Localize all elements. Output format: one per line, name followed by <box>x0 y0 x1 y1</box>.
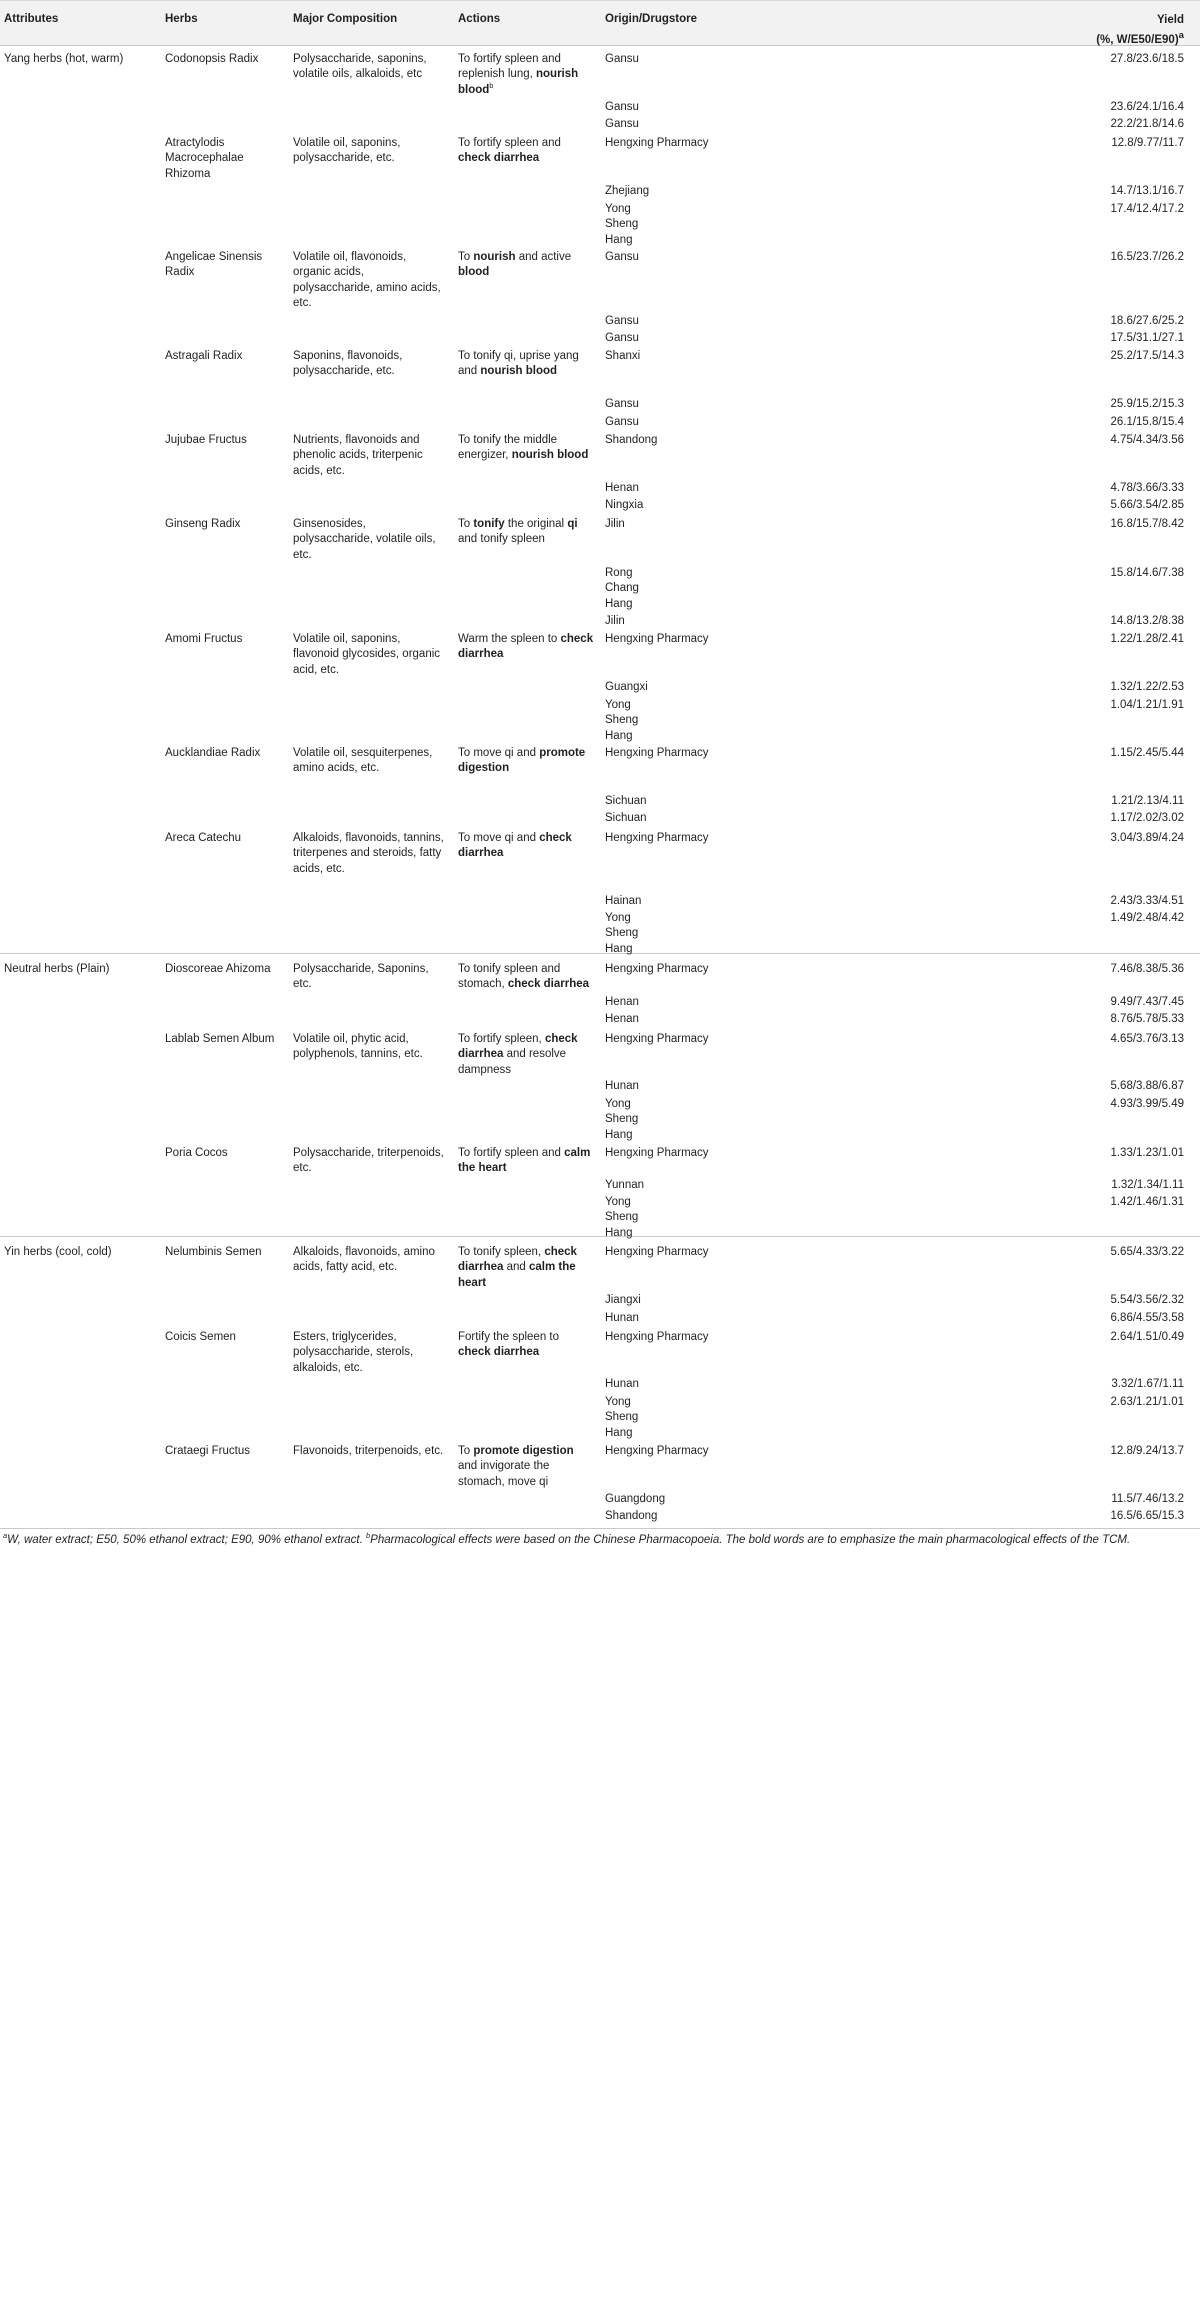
herb-composition: Volatile oil, phytic acid, polyphenols, tannins, etc. <box>293 1033 423 1061</box>
origin-cell: Hengxing Pharmacy <box>605 1246 709 1258</box>
herb-name: Poria Cocos <box>165 1147 228 1159</box>
origin-cell: Yong Sheng Hang <box>605 699 639 742</box>
yield-cell: 1.32/1.34/1.11 <box>1111 1179 1184 1191</box>
origin-cell: Hunan <box>605 1312 639 1324</box>
header-herbs: Herbs <box>165 13 198 25</box>
yield-cell: 1.42/1.46/1.31 <box>1110 1196 1184 1208</box>
origin-cell: Yong Sheng Hang <box>605 1098 639 1141</box>
yield-cell: 6.86/4.55/3.58 <box>1110 1312 1184 1324</box>
origin-cell: Yong Sheng Hang <box>605 203 639 246</box>
yield-cell: 16.5/23.7/26.2 <box>1110 251 1184 263</box>
herb-name: Areca Catechu <box>165 832 242 844</box>
origin-cell: Guangxi <box>605 681 648 693</box>
herb-composition: Esters, triglycerides, polysaccharide, sterols, alkaloids, etc. <box>293 1331 414 1374</box>
herb-composition: Volatile oil, saponins, flavonoid glycosides, organic acid, etc. <box>293 633 441 676</box>
yield-cell: 17.4/12.4/17.2 <box>1110 203 1184 215</box>
yield-cell: 7.46/8.38/5.36 <box>1110 963 1184 975</box>
origin-cell: Shandong <box>605 1510 658 1522</box>
origin-cell: Yunnan <box>605 1179 645 1191</box>
yield-cell: 5.66/3.54/2.85 <box>1110 499 1184 511</box>
herb-actions: Warm the spleen to check diarrhea <box>458 633 594 661</box>
yield-cell: 3.04/3.89/4.24 <box>1110 832 1184 844</box>
origin-cell: Gansu <box>605 118 639 130</box>
herb-composition: Nutrients, flavonoids and phenolic acids, triterpenic acids, etc. <box>293 434 423 477</box>
herb-actions: To fortify spleen and replenish lung, nourish blood$^b$ <box>458 53 579 96</box>
header-origin: Origin/Drugstore <box>605 13 698 25</box>
yield-cell: 5.68/3.88/6.87 <box>1110 1080 1184 1092</box>
herb-composition: Volatile oil, flavonoids, organic acids, polysaccharide, amino acids, etc. <box>293 251 441 310</box>
origin-cell: Sichuan <box>605 795 647 807</box>
herb-actions: To fortify spleen and check diarrhea <box>458 137 561 165</box>
origin-cell: Shanxi <box>605 350 641 362</box>
origin-cell: Jilin <box>605 615 625 627</box>
origin-cell: Gansu <box>605 398 639 410</box>
origin-cell: Hengxing Pharmacy <box>605 1033 709 1045</box>
herb-name: Ginseng Radix <box>165 518 241 530</box>
section-divider <box>0 953 1200 954</box>
herb-composition: Volatile oil, saponins, polysaccharide, etc. <box>293 137 401 165</box>
herb-composition: Volatile oil, sesquiterpenes, amino acids, etc. <box>293 747 433 775</box>
yield-cell: 1.04/1.21/1.91 <box>1110 699 1184 711</box>
herb-actions: To nourish and active blood <box>458 251 572 279</box>
herb-name: Jujubae Fructus <box>165 434 247 446</box>
origin-cell: Hunan <box>605 1080 639 1092</box>
origin-cell: Jiangxi <box>605 1294 641 1306</box>
herb-name: Codonopsis Radix <box>165 53 259 65</box>
yield-cell: 1.32/1.22/2.53 <box>1110 681 1184 693</box>
attribute-yin: Yin herbs (cool, cold) <box>4 1246 112 1258</box>
yield-cell: 12.8/9.77/11.7 <box>1111 137 1184 149</box>
yield-cell: 4.75/4.34/3.56 <box>1110 434 1184 446</box>
header-composition: Major Composition <box>293 13 398 25</box>
origin-cell: Ningxia <box>605 499 644 511</box>
herb-name: Aucklandiae Radix <box>165 747 261 759</box>
herb-actions: To fortify spleen and calm the heart <box>458 1147 591 1175</box>
yield-cell: 27.8/23.6/18.5 <box>1110 53 1184 65</box>
herb-actions: Fortify the spleen to check diarrhea <box>458 1331 559 1359</box>
header-yield-sup: a <box>1178 30 1184 41</box>
herb-name: Nelumbinis Semen <box>165 1246 262 1258</box>
yield-cell: 16.8/15.7/8.42 <box>1110 518 1184 530</box>
table-header <box>0 0 1200 46</box>
origin-cell: Yong Sheng Hang <box>605 912 639 955</box>
herb-actions: To fortify spleen, check diarrhea and resolve dampness <box>458 1033 578 1076</box>
yield-cell: 18.6/27.6/25.2 <box>1110 315 1184 327</box>
yield-cell: 26.1/15.8/15.4 <box>1110 416 1184 428</box>
origin-cell: Sichuan <box>605 812 647 824</box>
herb-composition: Alkaloids, flavonoids, amino acids, fatty acid, etc. <box>293 1246 435 1274</box>
header-attributes: Attributes <box>4 13 59 25</box>
header-actions: Actions <box>458 13 501 25</box>
origin-cell: Guangdong <box>605 1493 666 1505</box>
yield-cell: 1.49/2.48/4.42 <box>1110 912 1184 924</box>
origin-cell: Hengxing Pharmacy <box>605 963 709 975</box>
yield-cell: 14.8/13.2/8.38 <box>1110 615 1184 627</box>
origin-cell: Gansu <box>605 251 639 263</box>
yield-cell: 22.2/21.8/14.6 <box>1110 118 1184 130</box>
herb-composition: Polysaccharide, triterpenoids, etc. <box>293 1147 444 1175</box>
section-divider <box>0 1236 1200 1237</box>
yield-cell: 1.33/1.23/1.01 <box>1110 1147 1184 1159</box>
herb-actions: To tonify spleen and stomach, check diarrhea <box>458 963 590 991</box>
origin-cell: Zhejiang <box>605 185 650 197</box>
yield-cell: 25.9/15.2/15.3 <box>1110 398 1184 410</box>
origin-cell: Gansu <box>605 101 639 113</box>
herb-actions: To move qi and check diarrhea <box>458 832 572 860</box>
origin-cell: Hengxing Pharmacy <box>605 747 709 759</box>
origin-cell: Shandong <box>605 434 658 446</box>
yield-cell: 1.21/2.13/4.11 <box>1111 795 1184 807</box>
yield-cell: 2.63/1.21/1.01 <box>1110 1396 1184 1408</box>
attribute-yang: Yang herbs (hot, warm) <box>4 53 124 65</box>
yield-cell: 3.32/1.67/1.11 <box>1111 1378 1184 1390</box>
origin-cell: Hengxing Pharmacy <box>605 1445 709 1457</box>
herb-name: Amomi Fructus <box>165 633 243 645</box>
herb-actions: To tonify the original qi and tonify spleen <box>458 518 578 546</box>
herb-name: Angelicae Sinensis Radix <box>165 251 263 279</box>
yield-cell: 4.78/3.66/3.33 <box>1110 482 1184 494</box>
yield-cell: 1.22/1.28/2.41 <box>1110 633 1184 645</box>
origin-cell: Hengxing Pharmacy <box>605 633 709 645</box>
yield-cell: 11.5/7.46/13.2 <box>1111 1493 1184 1505</box>
origin-cell: Gansu <box>605 416 639 428</box>
yield-cell: 16.5/6.65/15.3 <box>1110 1510 1184 1522</box>
herb-name: Atractylodis Macrocephalae Rhizoma <box>165 137 244 180</box>
herb-composition: Polysaccharide, saponins, volatile oils, alkaloids, etc <box>293 53 427 81</box>
origin-cell: Gansu <box>605 315 639 327</box>
origin-cell: Hengxing Pharmacy <box>605 1147 709 1159</box>
yield-cell: 9.49/7.43/7.45 <box>1110 996 1184 1008</box>
origin-cell: Henan <box>605 996 639 1008</box>
table-footnote: $^a$W, water extract; E50, 50% ethanol extract; E90, 90% ethanol extract. $^b$Pharmacological effects were based on the Chinese Pharmacopoeia. The bold words are to emphasize the main pharmacological effects of the TCM. <box>3 1531 1131 1546</box>
origin-cell: Hengxing Pharmacy <box>605 832 709 844</box>
origin-cell: Yong Sheng Hang <box>605 1396 639 1439</box>
yield-cell: 4.93/3.99/5.49 <box>1110 1098 1184 1110</box>
origin-cell: Jilin <box>605 518 625 530</box>
origin-cell: Gansu <box>605 332 639 344</box>
herb-composition: Alkaloids, flavonoids, tannins, triterpenes and steroids, fatty acids, etc. <box>293 832 444 875</box>
herb-name: Lablab Semen Album <box>165 1033 275 1045</box>
herb-name: Dioscoreae Ahizoma <box>165 963 271 975</box>
herb-composition: Ginsenosides, polysaccharide, volatile oils, etc. <box>293 518 436 561</box>
herb-composition: Polysaccharide, Saponins, etc. <box>293 963 429 991</box>
origin-cell: Henan <box>605 482 639 494</box>
origin-cell: Hunan <box>605 1378 639 1390</box>
attribute-neutral: Neutral herbs (Plain) <box>4 963 110 975</box>
yield-cell: 2.64/1.51/0.49 <box>1110 1331 1184 1343</box>
herb-name: Coicis Semen <box>165 1331 236 1343</box>
herb-name: Astragali Radix <box>165 350 243 362</box>
herb-name: Crataegi Fructus <box>165 1445 251 1457</box>
yield-cell: 25.2/17.5/14.3 <box>1110 350 1184 362</box>
yield-cell: 1.15/2.45/5.44 <box>1110 747 1184 759</box>
yield-cell: 5.65/4.33/3.22 <box>1110 1246 1184 1258</box>
origin-cell: Hengxing Pharmacy <box>605 137 709 149</box>
yield-cell: 8.76/5.78/5.33 <box>1110 1013 1184 1025</box>
herb-composition: Flavonoids, triterpenoids, etc. <box>293 1445 444 1457</box>
origin-cell: Hengxing Pharmacy <box>605 1331 709 1343</box>
yield-cell: 17.5/31.1/27.1 <box>1110 332 1184 344</box>
yield-cell: 2.43/3.33/4.51 <box>1110 895 1184 907</box>
yield-cell: 5.54/3.56/2.32 <box>1110 1294 1184 1306</box>
yield-cell: 14.7/13.1/16.7 <box>1110 185 1184 197</box>
herb-actions: To tonify spleen, check diarrhea and calm the heart <box>458 1246 577 1289</box>
yield-cell: 1.17/2.02/3.02 <box>1110 812 1184 824</box>
origin-cell: Rong Chang Hang <box>605 567 639 610</box>
header-yield-units: (%, W/E50/E90)$^a$ <box>1096 30 1184 46</box>
table-bottom-rule <box>0 1528 1200 1529</box>
yield-cell: 12.8/9.24/13.7 <box>1110 1445 1184 1457</box>
header-yield-title: Yield <box>1156 14 1184 26</box>
origin-cell: Yong Sheng Hang <box>605 1196 639 1239</box>
herb-composition: Saponins, flavonoids, polysaccharide, etc. <box>293 350 403 378</box>
herb-actions: To move qi and promote digestion <box>458 747 586 775</box>
herb-actions: To promote digestion and invigorate the stomach, move qi <box>458 1445 574 1488</box>
origin-cell: Henan <box>605 1013 639 1025</box>
yield-cell: 4.65/3.76/3.13 <box>1110 1033 1184 1045</box>
header-yield <box>1054 13 1184 48</box>
yield-cell: 23.6/24.1/16.4 <box>1110 101 1184 113</box>
origin-cell: Gansu <box>605 53 639 65</box>
herb-actions: To tonify the middle energizer, nourish blood <box>458 434 589 462</box>
origin-cell: Hainan <box>605 895 642 907</box>
herb-actions: To tonify qi, uprise yang and nourish blood <box>458 350 579 378</box>
yield-cell: 15.8/14.6/7.38 <box>1110 567 1184 579</box>
